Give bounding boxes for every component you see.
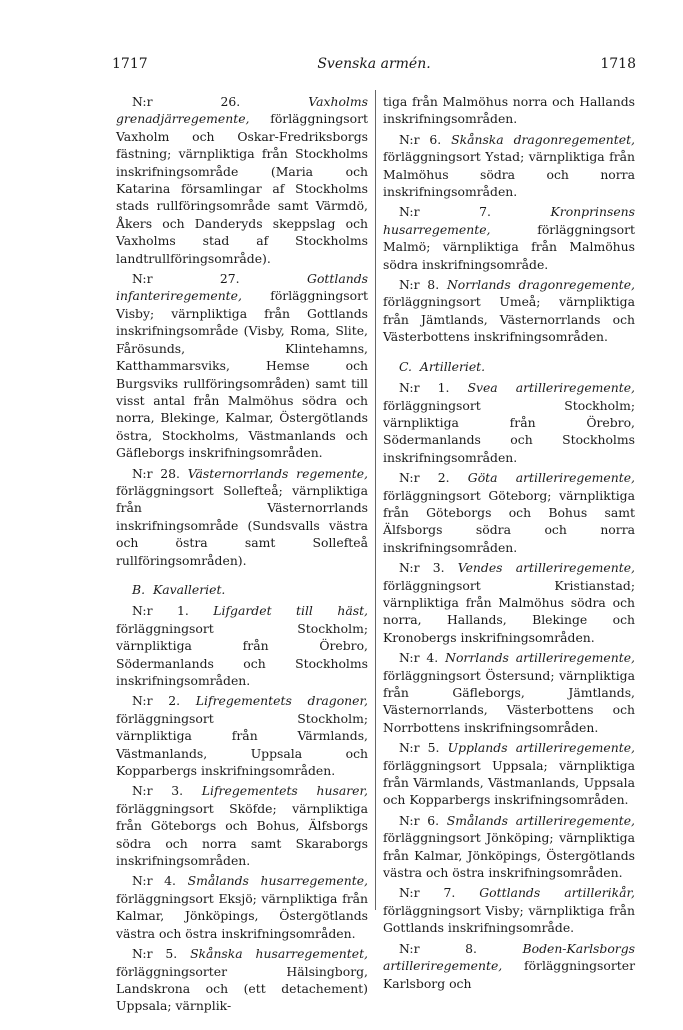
regiment-entry: N:r 4. Smålands husarregemente, förläggningsort Eksjö; värnpliktiga från Kalmar, Jönköpings, Östergötlands västra och östra inskrifningsområden. [116,873,368,941]
regiment-entry: N:r 3. Vendes artilleriregemente, förläggningsort Kristianstad; värnpliktiga från Malmöhus södra och norra, Hallands, Blekinge och Kronobergs inskrifningsområden. [383,560,635,645]
regiment-entry: N:r 3. Lifregementets husarer, förläggningsort Sköfde; värnpliktiga från Göteborgs och Bohus, Älfsborgs södra och norra samt Skaraborgs inskrifningsområden. [116,783,368,869]
regiment-entry: N:r 7. Kronprinsens husarregemente, förläggningsort Malmö; värnpliktiga från Malmöhus södra inskrifningsområde. [383,204,635,272]
regiment-entry: N:r 2. Göta artilleriregemente, förläggningsort Göteborg; värnpliktiga från Göteborgs och Bohus samt Älfsborgs södra och norra inskrifningsområden. [383,470,635,555]
regiment-entry: N:r 7. Gottlands artillerikår, förläggningsort Visby; värnpliktiga från Gottlands inskrifningsområde. [383,885,635,936]
column-divider [375,90,376,910]
regiment-entry: N:r 2. Lifregementets dragoner, förläggningsort Stockholm; värnpliktiga från Värmlands, Västmanlands, Uppsala och Kopparbergs inskrifningsområden. [116,693,368,779]
regiment-entry: N:r 28. Västernorrlands regemente, förläggningsort Sollefteå; värnpliktiga från Västernorrlands inskrifningsområde (Sundsvalls västra och östra samt Sollefteå rullföringsområden). [116,465,368,568]
regiment-entry: N:r 8. Norrlands dragonregemente, förläggningsort Umeå; värnpliktiga från Jämtlands, Västernorrlands och Västerbottens inskrifningsområden. [383,277,635,345]
regiment-entry: N:r 5. Upplands artilleriregemente, förläggningsort Uppsala; värnpliktiga från Värmlands, Västmanlands, Uppsala och Kopparbergs inskrifningsområden. [383,740,635,808]
regiment-entry: N:r 27. Gottlands infanteriregemente, förläggningsort Visby; värnpliktiga från Gottlands inskrifningsområde (Visby, Roma, Slite, Fårösunds, Klintehamns, Katthammarsviks, Hemse och Burgsviks rullföringsområden) samt till visst antal från Malmöhus södra och norra, Blekinge, Kalmar, Östergötlands östra, Stockholms, Västmanlands och Gäfleborgs inskrifningsområden. [116,271,368,461]
regiment-entry: N:r 6. Smålands artilleriregemente, förläggningsort Jönköping; värnpliktiga från Kalmar, Jönköpings, Östergötlands västra och östra inskrifningsområden. [383,812,635,881]
regiment-entry: N:r 6. Skånska dragonregementet, förläggningsort Ystad; värnpliktiga från Malmöhus södra och norra inskrifningsområden. [383,131,635,200]
regiment-entry: N:r 8. Boden-Karlsborgs artilleriregemente, förläggningsorter Karlsborg och [383,940,635,991]
right-column [383,93,635,995]
page-header [112,56,636,80]
section-heading-cavalry: B. Kavalleriet. [132,581,226,597]
regiment-entry: N:r 1. Lifgardet till häst, förläggningsort Stockholm; värnpliktiga från Örebro, Södermanlands och Stockholms inskrifningsområden. [116,603,368,688]
regiment-entry: N:r 4. Norrlands artilleriregemente, förläggningsort Östersund; värnpliktiga från Gäfleborgs, Jämtlands, Västernorrlands, Västerbottens och Norrbottens inskrifningsområden. [383,650,635,735]
regiment-entry: N:r 26. Vaxholms grenadjärregemente, förläggningsort Vaxholm och Oskar-Fredriksborgs fästning; värnpliktiga från Stockholms inskrifningsområde (Maria och Katarina församlingar af Stockholms stads rullföringsområde samt Värmdö, Åkers och Danderyds skeppslag och Vaxholms stad af Stockholms landtrullföringsområde). [116,94,368,266]
continued-text: tiga från Malmöhus norra och Hallands inskrifningsområden. [383,94,635,127]
page-number-right: 1718 [600,56,636,72]
section-heading-artillery: C. Artilleriet. [399,358,486,374]
left-column [116,93,368,1018]
regiment-entry: N:r 1. Svea artilleriregemente, förläggningsort Stockholm; värnpliktiga från Örebro, Södermanlands och Stockholms inskrifningsområden. [383,380,635,465]
running-title: Svenska armén. [317,56,431,72]
page-number-left: 1717 [112,56,148,72]
regiment-entry: N:r 5. Skånska husarregementet, förläggningsorter Hälsingborg, Landskrona och (ett detachement) Uppsala; värnplik- [116,946,368,1014]
